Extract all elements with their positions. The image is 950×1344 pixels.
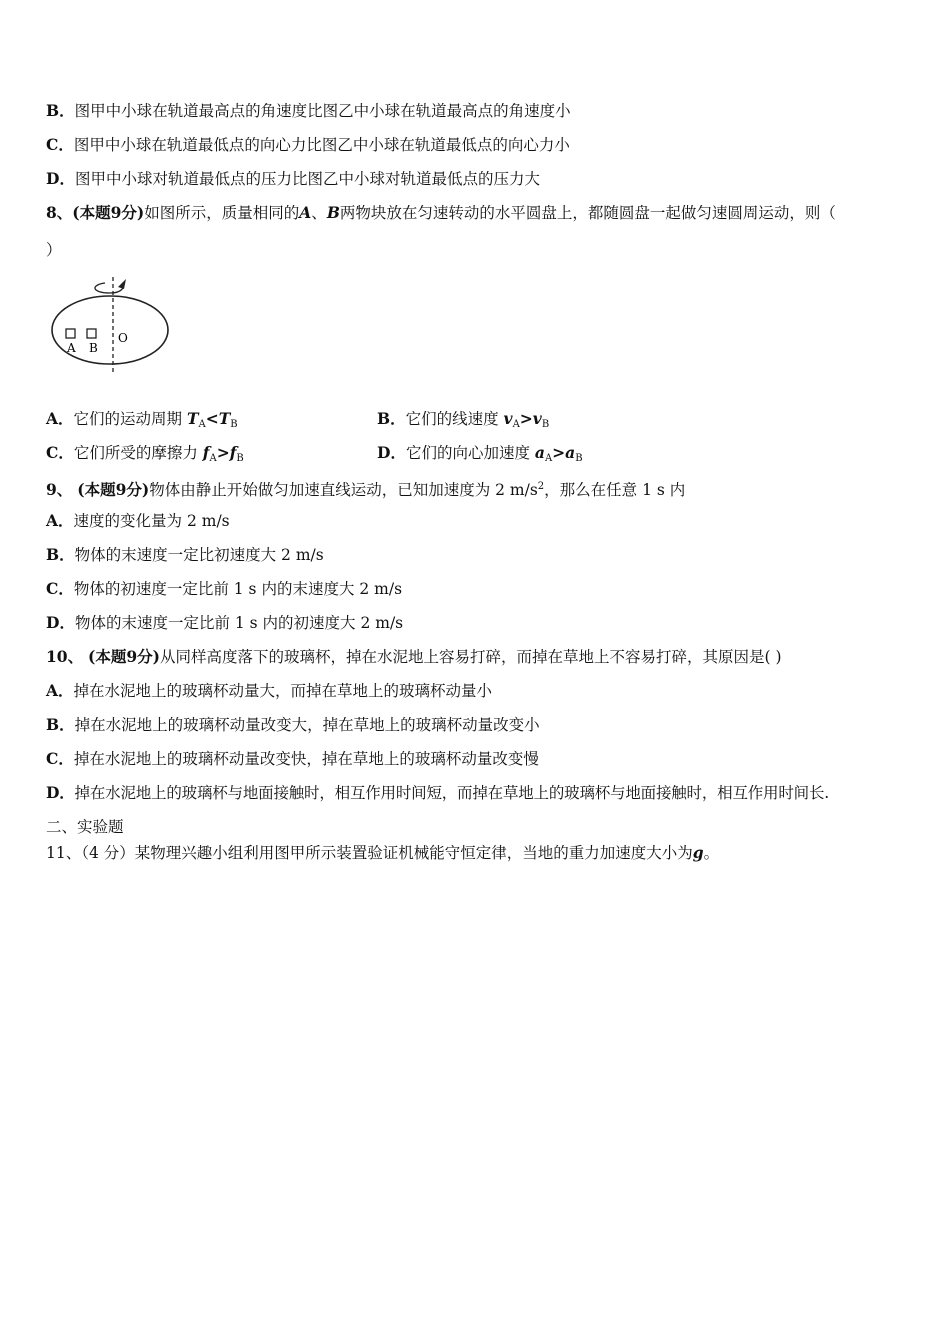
option-label: B．	[377, 409, 406, 428]
option-label: B．	[46, 101, 75, 120]
option-text: 它们所受的摩擦力	[73, 444, 203, 462]
option-text: 掉在水泥地上的玻璃杯与地面接触时，相互作用时间短，而掉在草地上的玻璃杯与地面接触时，相互作用时间长.	[74, 784, 829, 802]
q7-option-d	[46, 168, 540, 190]
subscript: B	[575, 453, 583, 464]
q10-option-b	[46, 714, 540, 736]
option-text: 图甲中小球对轨道最低点的压力比图乙中小球对轨道最低点的压力大	[74, 170, 540, 188]
var-a: A	[299, 203, 312, 222]
q8-stem-close	[46, 239, 62, 261]
rotation-arrow-arc	[95, 283, 123, 293]
q10-option-a	[46, 680, 492, 702]
stem-text: 某物理兴趣小组利用图甲所示装置验证机械能守恒定律，当地的重力加速度大小为	[134, 844, 693, 862]
stem-text-b: ，那么在任意 1 s 内	[544, 481, 686, 499]
q8-stem	[46, 202, 836, 224]
q8-option-d	[377, 442, 583, 470]
question-number: 10、	[46, 647, 84, 666]
q9-option-c	[46, 578, 402, 600]
q10-option-c	[46, 748, 539, 770]
option-label: A．	[46, 511, 74, 530]
rotation-arrow-head	[118, 279, 126, 289]
option-text: 图甲中小球在轨道最低点的向心力比图乙中小球在轨道最低点的向心力小	[73, 136, 570, 154]
var: f	[202, 443, 210, 462]
question-score: (本题9分)	[77, 480, 150, 499]
subscript: B	[236, 453, 244, 464]
q7-option-b	[46, 100, 571, 122]
option-text: 物体的末速度一定比前 1 s 内的初速度大 2 m/s	[74, 614, 404, 632]
q9-option-b	[46, 544, 324, 566]
subscript: B	[541, 419, 550, 430]
var: v	[532, 409, 542, 428]
block-a	[66, 329, 75, 338]
option-text: 速度的变化量为 2 m/s	[73, 512, 230, 530]
option-label: A．	[46, 681, 74, 700]
var: v	[503, 409, 513, 428]
option-label: A．	[46, 409, 74, 428]
stem-text: 从同样高度落下的玻璃杯，掉在水泥地上容易打碎，而掉在草地上不容易打碎，其原因是( )	[159, 648, 782, 666]
q9-option-d	[46, 612, 403, 634]
close-paren: ）	[46, 241, 62, 259]
q9-option-a	[46, 510, 230, 532]
section-title-text: 二、实验题	[46, 818, 124, 836]
option-text: 它们的向心加速度	[405, 444, 535, 462]
option-label: D．	[46, 169, 75, 188]
label-a: A	[67, 341, 76, 355]
subscript: A	[198, 419, 206, 430]
stem-text-a: 物体由静止开始做匀加速直线运动，已知加速度为 2 m/s	[149, 481, 538, 499]
option-label: C．	[46, 135, 74, 154]
question-score: (本题9分)	[72, 203, 145, 222]
question-number: 11、	[46, 844, 82, 862]
var: a	[565, 443, 576, 462]
rotating-disc-figure	[50, 275, 180, 380]
q8-option-a	[46, 408, 238, 436]
stem-text-b: 两物块放在匀速转动的水平圆盘上，都随圆盘一起做匀速圆周运动，则（	[339, 204, 836, 222]
stem-end: 。	[703, 844, 720, 862]
option-label: B．	[46, 715, 75, 734]
option-label: B．	[46, 545, 75, 564]
option-label: D．	[46, 783, 75, 802]
var: a	[534, 443, 545, 462]
stem-text-a: 如图所示，质量相同的	[144, 204, 300, 222]
option-text: 掉在水泥地上的玻璃杯动量改变快，掉在草地上的玻璃杯动量改变慢	[73, 750, 539, 768]
operator: >	[552, 443, 566, 462]
q10-stem	[46, 646, 782, 668]
option-label: C．	[46, 749, 74, 768]
operator: >	[519, 409, 533, 428]
option-text: 它们的线速度	[405, 410, 504, 428]
option-text: 图甲中小球在轨道最高点的角速度比图乙中小球在轨道最高点的角速度小	[74, 102, 571, 120]
operator: >	[216, 443, 230, 462]
q8-option-c	[46, 442, 244, 470]
operator: <	[205, 409, 219, 428]
option-text: 它们的运动周期	[73, 410, 187, 428]
var: T	[186, 409, 199, 428]
var: f	[229, 443, 237, 462]
option-label: C．	[46, 579, 74, 598]
block-b	[87, 329, 96, 338]
q10-option-d	[46, 782, 829, 804]
option-text: 物体的末速度一定比初速度大 2 m/s	[74, 546, 324, 564]
label-b: B	[89, 341, 98, 355]
var: T	[218, 409, 231, 428]
subscript: A	[512, 419, 520, 430]
subscript: A	[209, 453, 217, 464]
superscript: 2	[537, 481, 545, 492]
label-o: O	[118, 331, 128, 345]
subscript: B	[230, 419, 238, 430]
var-b: B	[326, 203, 340, 222]
question-score: （4 分）	[81, 844, 135, 862]
section-title	[46, 816, 124, 838]
q9-stem	[46, 476, 685, 501]
question-number: 8、	[46, 203, 73, 222]
separator: 、	[311, 204, 327, 222]
question-number: 9、	[46, 480, 73, 499]
option-label: C．	[46, 443, 74, 462]
subscript: A	[544, 453, 553, 464]
option-label: D．	[46, 613, 75, 632]
q11-stem	[46, 842, 719, 864]
q8-option-b	[377, 408, 549, 436]
question-score: (本题9分)	[88, 647, 160, 666]
q7-option-c	[46, 134, 570, 156]
option-text: 物体的初速度一定比前 1 s 内的末速度大 2 m/s	[73, 580, 403, 598]
option-text: 掉在水泥地上的玻璃杯动量大，而掉在草地上的玻璃杯动量小	[73, 682, 493, 700]
option-text: 掉在水泥地上的玻璃杯动量改变大，掉在草地上的玻璃杯动量改变小	[74, 716, 540, 734]
option-label: D．	[377, 443, 406, 462]
var-g: g	[692, 843, 704, 862]
